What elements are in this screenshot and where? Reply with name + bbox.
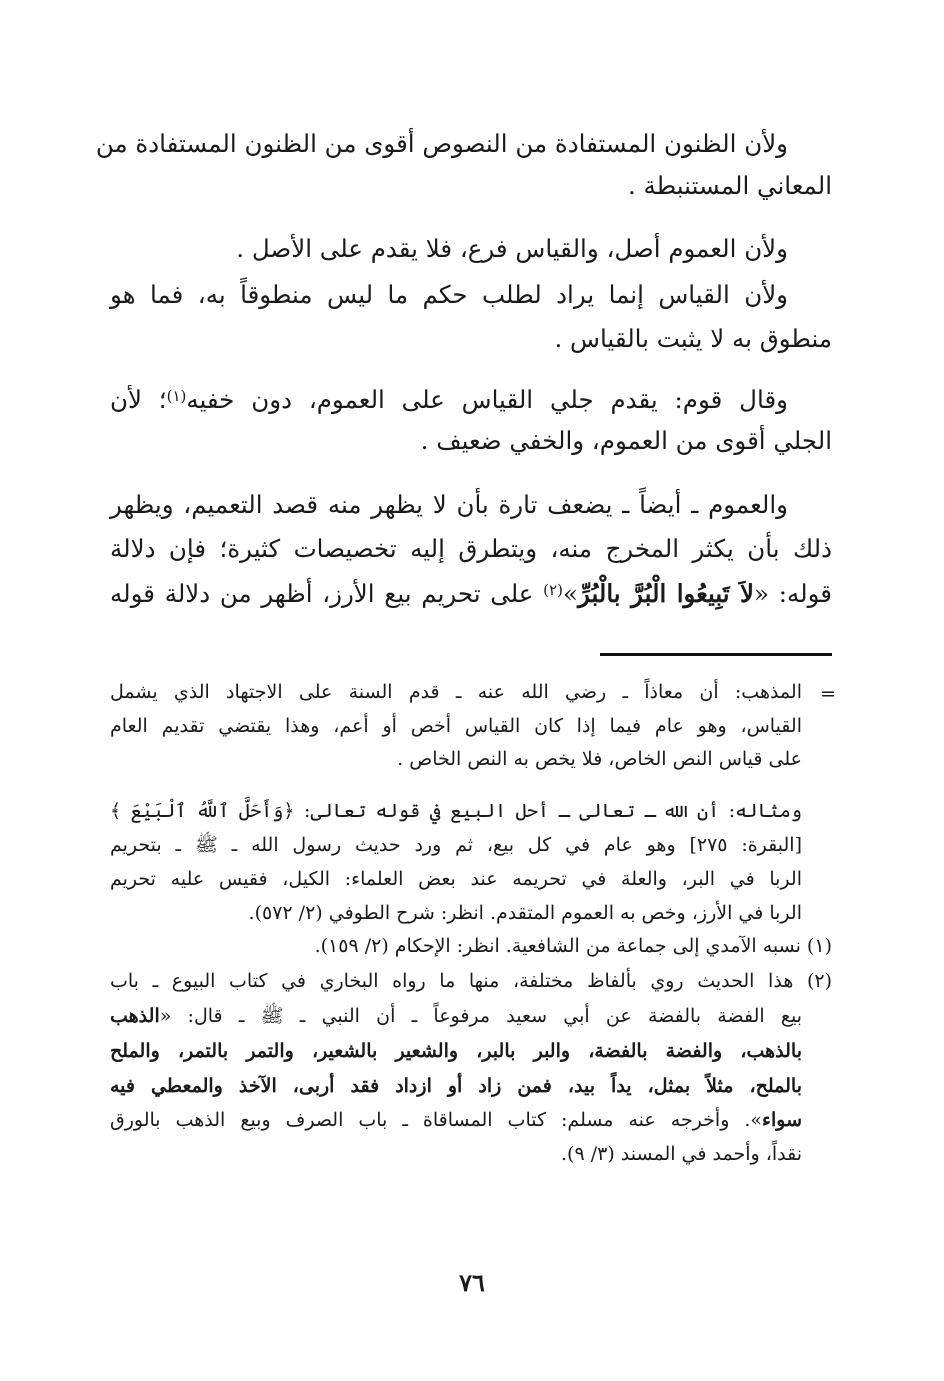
footnote-1: (١) نسبه الآمدي إلى جماعة من الشافعية. انظر: الإحكام (٢/ ١٥٩).	[314, 935, 832, 957]
paragraph-5-text-a: قوله: «	[754, 579, 832, 608]
footnote-continuation-line-3: على قياس النص الخاص، فلا يخص به النص الخاص .	[397, 748, 802, 770]
paragraph-4-text-a: وقال قوم: يقدم جلي القياس على العموم، دون خفيه	[186, 385, 788, 414]
paragraph-5-line-2: ذلك بأن يكثر المخرج منه، ويتطرق إليه تخصيصات كثيرة؛ فإن دلالة	[110, 534, 832, 563]
footnote-continuation-line-5: [البقرة: ٢٧٥] وهو عام في كل بيع، ثم ورد حديث رسول الله ـ ﷺ ـ بتحريم	[110, 834, 802, 856]
footnote-2-line-2	[110, 1000, 832, 1032]
footnote-2-line-4: بالملح، مثلاً بمثل، يداً بيد، فمن زاد أو ازداد فقد أربى، الآخذ والمعطي فيه	[110, 1075, 802, 1097]
hadith-quote: لاَ تَبِيعُوا الْبُرَّ بالْبُرِّ	[577, 579, 755, 608]
footnote-continuation-line-1	[110, 676, 832, 708]
footnote-continuation-line-7: الربا في الأرز، وخص به العموم المتقدم. انظر: شرح الطوفي (٢/ ٥٧٢).	[248, 902, 802, 924]
footnote-2-hadith-start: الذهب	[110, 1005, 160, 1027]
paragraph-4-line-2: الجلي أقوى من العموم، والخفي ضعيف .	[420, 426, 832, 455]
footnote-continuation-text: المذهب: أن معاذاً ـ رضي الله عنه ـ قدم السنة على الاجتهاد الذي يشمل	[110, 681, 802, 703]
footnote-continuation-line-6: الربا في البر، والعلة في تحريمه عند بعض العلماء: الكيل، فقيس عليه تحريم	[110, 868, 802, 890]
paragraph-3-line-1: ولأن القياس إنما يراد لطلب حكم ما ليس منطوقاً به، فما هو	[110, 280, 788, 309]
paragraph-3-line-2: منطوق به لا يثبت بالقياس .	[554, 324, 832, 353]
continuation-marker: =	[820, 683, 836, 705]
footnote-2-line-6: نقداً، وأحمد في المسند (٣/ ٩).	[561, 1143, 802, 1165]
paragraph-1-line-2: المعاني المستنبطة .	[627, 171, 832, 200]
paragraph-1-line-1: ولأن الظنون المستفادة من النصوص أقوى من الظنون المستفادة من	[95, 129, 788, 158]
paragraph-5-line-3	[110, 571, 832, 617]
footnote-2-line-5	[110, 1104, 832, 1136]
paragraph-5-text-b: »	[562, 579, 578, 608]
footnote-ref-2[interactable]: (٢)	[543, 581, 563, 599]
footnote-2-line-3: بالذهب، والفضة بالفضة، والبر بالبر، والشعير بالشعير، والتمر بالتمر، والملح	[110, 1040, 802, 1062]
footnote-continuation-line-4: ومثاله: أن الله ـ تعالى ـ أحل البيع في قوله تعالى: ﴿وَأَحَلَّ ٱللَّهُ ٱلْبَيْعَ ﴾	[110, 800, 802, 822]
footnote-ref-1[interactable]: (١)	[166, 387, 187, 405]
footnote-2-line-1: (٢) هذا الحديث روي بألفاظ مختلفة، منها ما رواه البخاري في كتاب البيوع ـ باب	[110, 970, 832, 992]
footnote-separator	[600, 653, 832, 656]
paragraph-4-line-1	[110, 377, 832, 423]
paragraph-5-text-c: على تحريم بيع الأرز، أظهر من دلالة قوله	[110, 579, 544, 608]
page-number: ٧٦	[459, 1268, 485, 1297]
footnote-2-hadith-end: سواء	[762, 1109, 802, 1131]
footnote-2-text-b: ». وأخرجه عنه مسلم: كتاب المساقاة ـ باب الصرف وبيع الذهب بالورق	[110, 1109, 763, 1131]
footnote-continuation-line-2: القياس، وهو عام فيما إذا كان القياس أخص أو أعم، وهذا يقتضي تقديم العام	[110, 715, 802, 737]
paragraph-5-line-1: والعموم ـ أيضاً ـ يضعف تارة بأن لا يظهر منه قصد التعميم، ويظهر	[110, 490, 788, 519]
paragraph-4-text-b: ؛ لأن	[110, 385, 167, 414]
paragraph-2-line-1: ولأن العموم أصل، والقياس فرع، فلا يقدم على الأصل .	[236, 234, 788, 263]
footnote-2-text-a: بيع الفضة بالفضة عن أبي سعيد مرفوعاً ـ أن النبي ـ ﷺ ـ قال: «	[159, 1005, 802, 1027]
